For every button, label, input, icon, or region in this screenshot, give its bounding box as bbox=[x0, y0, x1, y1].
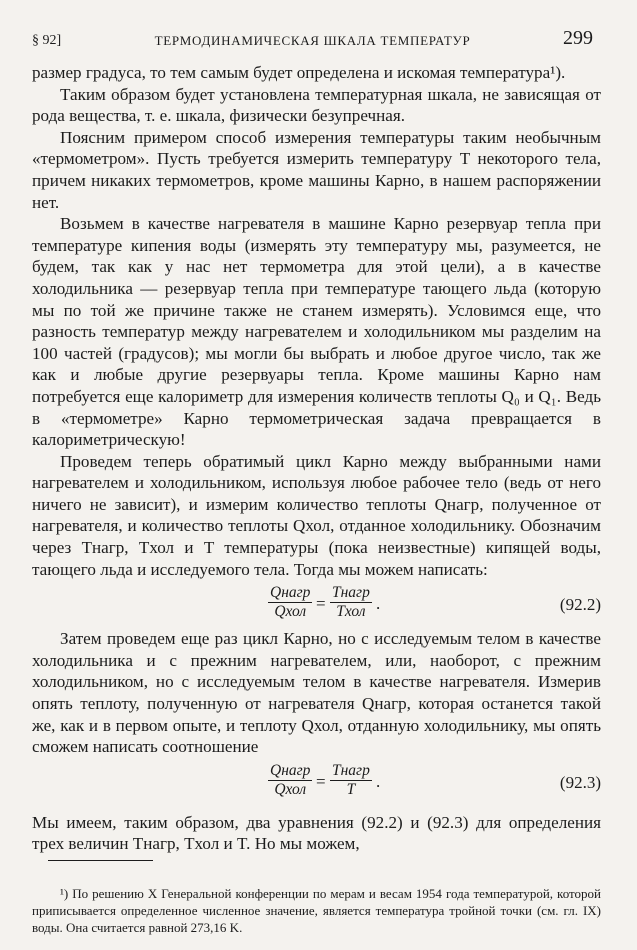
paragraph-1: размер градуса, то тем самым будет определена и искомая температура¹). bbox=[32, 63, 566, 82]
denominator: T bbox=[330, 780, 372, 799]
denominator: Qхол bbox=[268, 602, 312, 621]
denominator: Tхол bbox=[330, 602, 372, 621]
running-title: ТЕРМОДИНАМИЧЕСКАЯ ШКАЛА ТЕМПЕРАТУР bbox=[154, 33, 471, 48]
equation-rhs-fraction bbox=[330, 584, 372, 621]
numerator: Qнагр bbox=[270, 761, 311, 779]
paragraph-4: Возьмем в качестве нагревателя в машине Карно резервуар тепла при температуре кипения воды (измерять эту температуру мы, разумеется, не будем, так как у нас нет термометра для этой цели), а в качестве холодильника — резервуар тепла при температуре тающего льда (которую мы по той же причине также не станем измерять). Условимся еще, что разность температур между нагревателем и холодильником мы разделим на 100 частей (градусов); мы могли бы выбрать и любое другое число, так же как и любые другие резервуары тепла. Кроме машины Карно нам потребуется еще калориметр для измерения количеств теплоты Q₀ и Q₁. Ведь в «термометре» Карно термометрическая задача превращается в калориметрическую! bbox=[32, 214, 601, 450]
period: . bbox=[376, 771, 381, 791]
page-body bbox=[32, 62, 601, 855]
footnote: ¹) По решению X Генеральной конференции по мерам и весам 1954 года температурой, которой приписывается определенное численное значение, является температура тройной точки (см. гл. IX) воды. Она считается равной 273,16 K. bbox=[32, 886, 601, 935]
page-number: 299 bbox=[563, 27, 593, 49]
numerator: Tнагр bbox=[332, 761, 370, 779]
equation-number: (92.3) bbox=[559, 772, 601, 792]
numerator: Tнагр bbox=[332, 584, 370, 602]
paragraph-5: Проведем теперь обратимый цикл Карно между выбранными нами нагревателем и холодильником, используя любое рабочее тело (ведь от него ничего не зависит), и измерим количество теплоты Qнагр, полученное от нагревателя, и количество теплоты Qхол, отданное холодильнику. Обозначим через Tнагр, Tхол и T температуры (пока неизвестные) кипящей воды, тающего льда и исследуемого тела. Тогда мы можем написать: bbox=[32, 451, 601, 579]
equation-92-2 bbox=[32, 582, 601, 626]
paragraph-7: Мы имеем, таким образом, два уравнения (92.2) и (92.3) для определения трех величин Tнагр, Tхол и T. Но мы можем, bbox=[32, 812, 601, 854]
equation-lhs-fraction bbox=[268, 584, 312, 621]
equation-92-3 bbox=[32, 760, 601, 804]
page-header bbox=[32, 27, 593, 52]
equals-sign: = bbox=[316, 594, 326, 614]
equation-rhs-fraction bbox=[330, 762, 372, 799]
footnote-divider bbox=[48, 860, 153, 861]
equation-lhs-fraction bbox=[268, 762, 312, 799]
period: . bbox=[376, 594, 381, 614]
paragraph-6: Затем проведем еще раз цикл Карно, но с исследуемым телом в качестве холодильника и с прежним нагревателем, или, наоборот, с прежним холодильником, но с исследуемым телом в качестве нагревателя. Измерив опять теплоту, полученную от нагревателя Qнагр, которая останется такой же, как и в первом опыте, и теплоту Qхол, отданную холодильнику, мы опять сможем написать соотношение bbox=[32, 629, 601, 757]
paragraph-2: Таким образом будет установлена температурная шкала, не зависящая от рода вещества, т. е. шкала, физически безупречная. bbox=[32, 84, 601, 126]
equals-sign: = bbox=[316, 771, 326, 791]
equation-number: (92.2) bbox=[559, 595, 601, 615]
section-number: § 92] bbox=[32, 33, 62, 48]
numerator: Qнагр bbox=[270, 584, 311, 602]
denominator: Qхол bbox=[268, 780, 312, 799]
paragraph-3: Поясним примером способ измерения температуры таким необычным «термометром». Пусть требуется измерить температуру T некоторого тела, причем никаких термометров, кроме машины Карно, в нашем распоряжении нет. bbox=[32, 127, 602, 212]
